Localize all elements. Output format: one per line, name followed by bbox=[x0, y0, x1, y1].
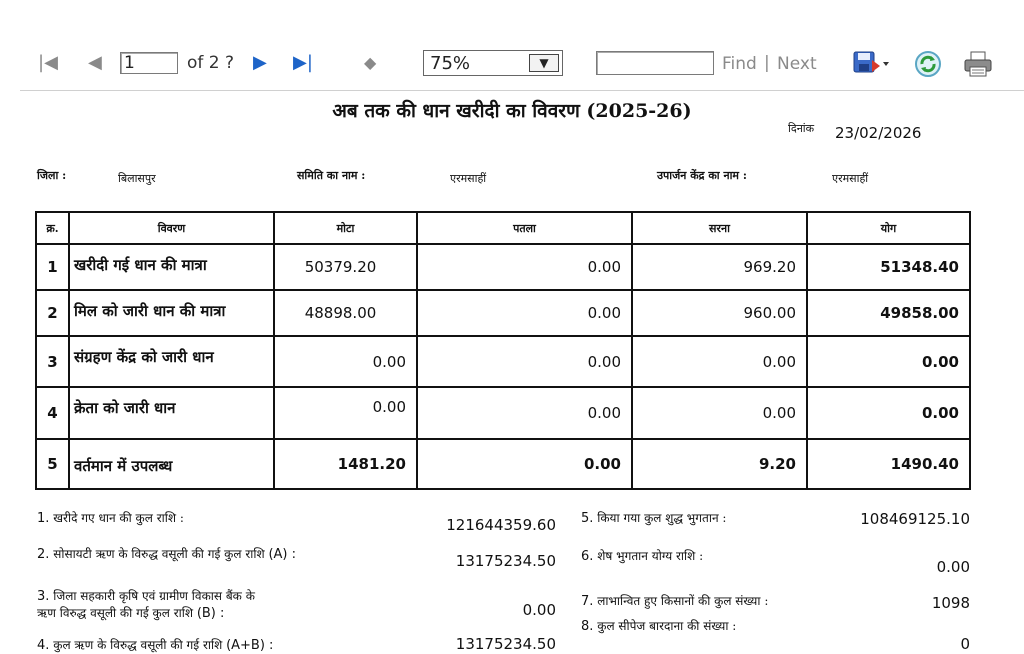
prev-page-icon[interactable]: ◀ bbox=[88, 52, 102, 73]
back-icon[interactable]: ◆ bbox=[364, 53, 377, 72]
row-description: क्रेता को जारी धान bbox=[69, 387, 274, 439]
summary-item-5-label: 5. किया गया कुल शुद्ध भुगतान : bbox=[581, 511, 727, 526]
date-label: दिनांक bbox=[788, 122, 815, 135]
date-value: 23/02/2026 bbox=[835, 124, 922, 142]
row-mota: 50379.20 bbox=[274, 244, 417, 290]
summary-item-1-value: 121644359.60 bbox=[446, 516, 556, 534]
row-mota: 48898.00 bbox=[274, 290, 417, 336]
page-number-input[interactable] bbox=[120, 52, 178, 74]
next-page-icon[interactable]: ▶ bbox=[253, 52, 267, 73]
row-patla: 0.00 bbox=[417, 290, 632, 336]
row-description: मिल को जारी धान की मात्रा bbox=[69, 290, 274, 336]
summary-item-2-label: 2. सोसायटी ऋण के विरुद्ध वसूली की गई कुल राशि (A) : bbox=[37, 547, 297, 562]
header-sn: क्र. bbox=[36, 212, 69, 244]
row-mota: 1481.20 bbox=[274, 439, 417, 489]
row-description: संग्रहण केंद्र को जारी धान bbox=[69, 336, 274, 387]
summary-item-7-value: 1098 bbox=[931, 594, 970, 612]
row-patla: 0.00 bbox=[417, 439, 632, 489]
summary-item-5-value: 108469125.10 bbox=[860, 510, 970, 528]
row-sn: 3 bbox=[36, 336, 69, 387]
last-page-icon[interactable]: ▶| bbox=[293, 52, 313, 73]
district-value: बिलासपुर bbox=[118, 172, 156, 185]
summary-item-1-label: 1. खरीदे गए धान की कुल राशि : bbox=[37, 511, 184, 526]
table-row bbox=[36, 290, 970, 336]
table-row bbox=[36, 244, 970, 290]
row-sn: 1 bbox=[36, 244, 69, 290]
row-sarna: 0.00 bbox=[632, 387, 807, 439]
find-link[interactable]: Find bbox=[722, 54, 757, 74]
row-total: 0.00 bbox=[807, 336, 970, 387]
row-sn: 5 bbox=[36, 439, 69, 489]
table-header-row bbox=[36, 212, 970, 244]
header-patla: पतला bbox=[417, 212, 632, 244]
row-patla: 0.00 bbox=[417, 244, 632, 290]
print-icon[interactable] bbox=[963, 50, 993, 82]
row-description: वर्तमान में उपलब्ध bbox=[69, 439, 274, 489]
committee-label: समिति का नाम : bbox=[297, 169, 366, 182]
summary-item-2-value: 13175234.50 bbox=[455, 552, 556, 570]
report-title: अब तक की धान खरीदी का विवरण (2025-26) bbox=[332, 100, 692, 122]
committee-value: एरमसाहीं bbox=[450, 172, 487, 185]
find-input[interactable] bbox=[596, 51, 714, 75]
chevron-down-icon[interactable]: ▼ bbox=[529, 54, 559, 72]
summary-item-8-label: 8. कुल सीपेज बारदाना की संख्या : bbox=[581, 619, 737, 634]
summary-item-7-label: 7. लाभान्वित हुए किसानों की कुल संख्या : bbox=[581, 594, 769, 609]
row-sarna: 9.20 bbox=[632, 439, 807, 489]
report-viewer-toolbar bbox=[0, 0, 1024, 95]
next-link[interactable]: Next bbox=[777, 54, 817, 74]
zoom-value: 75% bbox=[430, 53, 471, 74]
header-total: योग bbox=[807, 212, 970, 244]
row-description: खरीदी गई धान की मात्रा bbox=[69, 244, 274, 290]
header-sarna: सरना bbox=[632, 212, 807, 244]
row-patla: 0.00 bbox=[417, 336, 632, 387]
summary-item-6-label: 6. शेष भुगतान योग्य राशि : bbox=[581, 549, 704, 564]
header-mota: मोटा bbox=[274, 212, 417, 244]
row-sn: 4 bbox=[36, 387, 69, 439]
table-row bbox=[36, 387, 970, 439]
table-row bbox=[36, 336, 970, 387]
row-mota: 0.00 bbox=[274, 336, 417, 387]
row-total: 0.00 bbox=[807, 387, 970, 439]
table-row bbox=[36, 439, 970, 489]
district-label: जिला : bbox=[37, 169, 67, 182]
page-count-label: of 2 ? bbox=[187, 53, 235, 73]
row-sarna: 960.00 bbox=[632, 290, 807, 336]
summary-item-4-label: 4. कुल ऋण के विरुद्ध वसूली की गई राशि (A+B) : bbox=[37, 638, 274, 653]
row-sarna: 0.00 bbox=[632, 336, 807, 387]
summary-item-3-label: 3. जिला सहकारी कृषि एवं ग्रामीण विकास बैंक के ऋण विरुद्ध वसूली की गई कुल राशि (B) : bbox=[37, 589, 255, 621]
summary-item-3-value: 0.00 bbox=[522, 601, 556, 619]
center-label: उपार्जन केंद्र का नाम : bbox=[657, 169, 747, 182]
row-patla: 0.00 bbox=[417, 387, 632, 439]
toolbar-divider bbox=[20, 90, 1024, 91]
row-sarna: 969.20 bbox=[632, 244, 807, 290]
row-total: 49858.00 bbox=[807, 290, 970, 336]
row-total: 1490.40 bbox=[807, 439, 970, 489]
summary-item-6-value: 0.00 bbox=[936, 558, 970, 576]
summary-item-8-value: 0 bbox=[960, 635, 970, 653]
row-sn: 2 bbox=[36, 290, 69, 336]
zoom-select[interactable] bbox=[423, 50, 563, 76]
center-value: एरमसाहीं bbox=[832, 172, 869, 185]
header-description: विवरण bbox=[69, 212, 274, 244]
row-mota: 0.00 bbox=[274, 387, 417, 439]
first-page-icon[interactable]: |◀ bbox=[38, 52, 58, 73]
procurement-table bbox=[35, 211, 971, 490]
summary-item-4-value: 13175234.50 bbox=[455, 635, 556, 653]
find-separator: | bbox=[764, 53, 770, 73]
export-save-icon[interactable] bbox=[852, 50, 892, 80]
refresh-icon[interactable] bbox=[914, 50, 942, 82]
row-total: 51348.40 bbox=[807, 244, 970, 290]
